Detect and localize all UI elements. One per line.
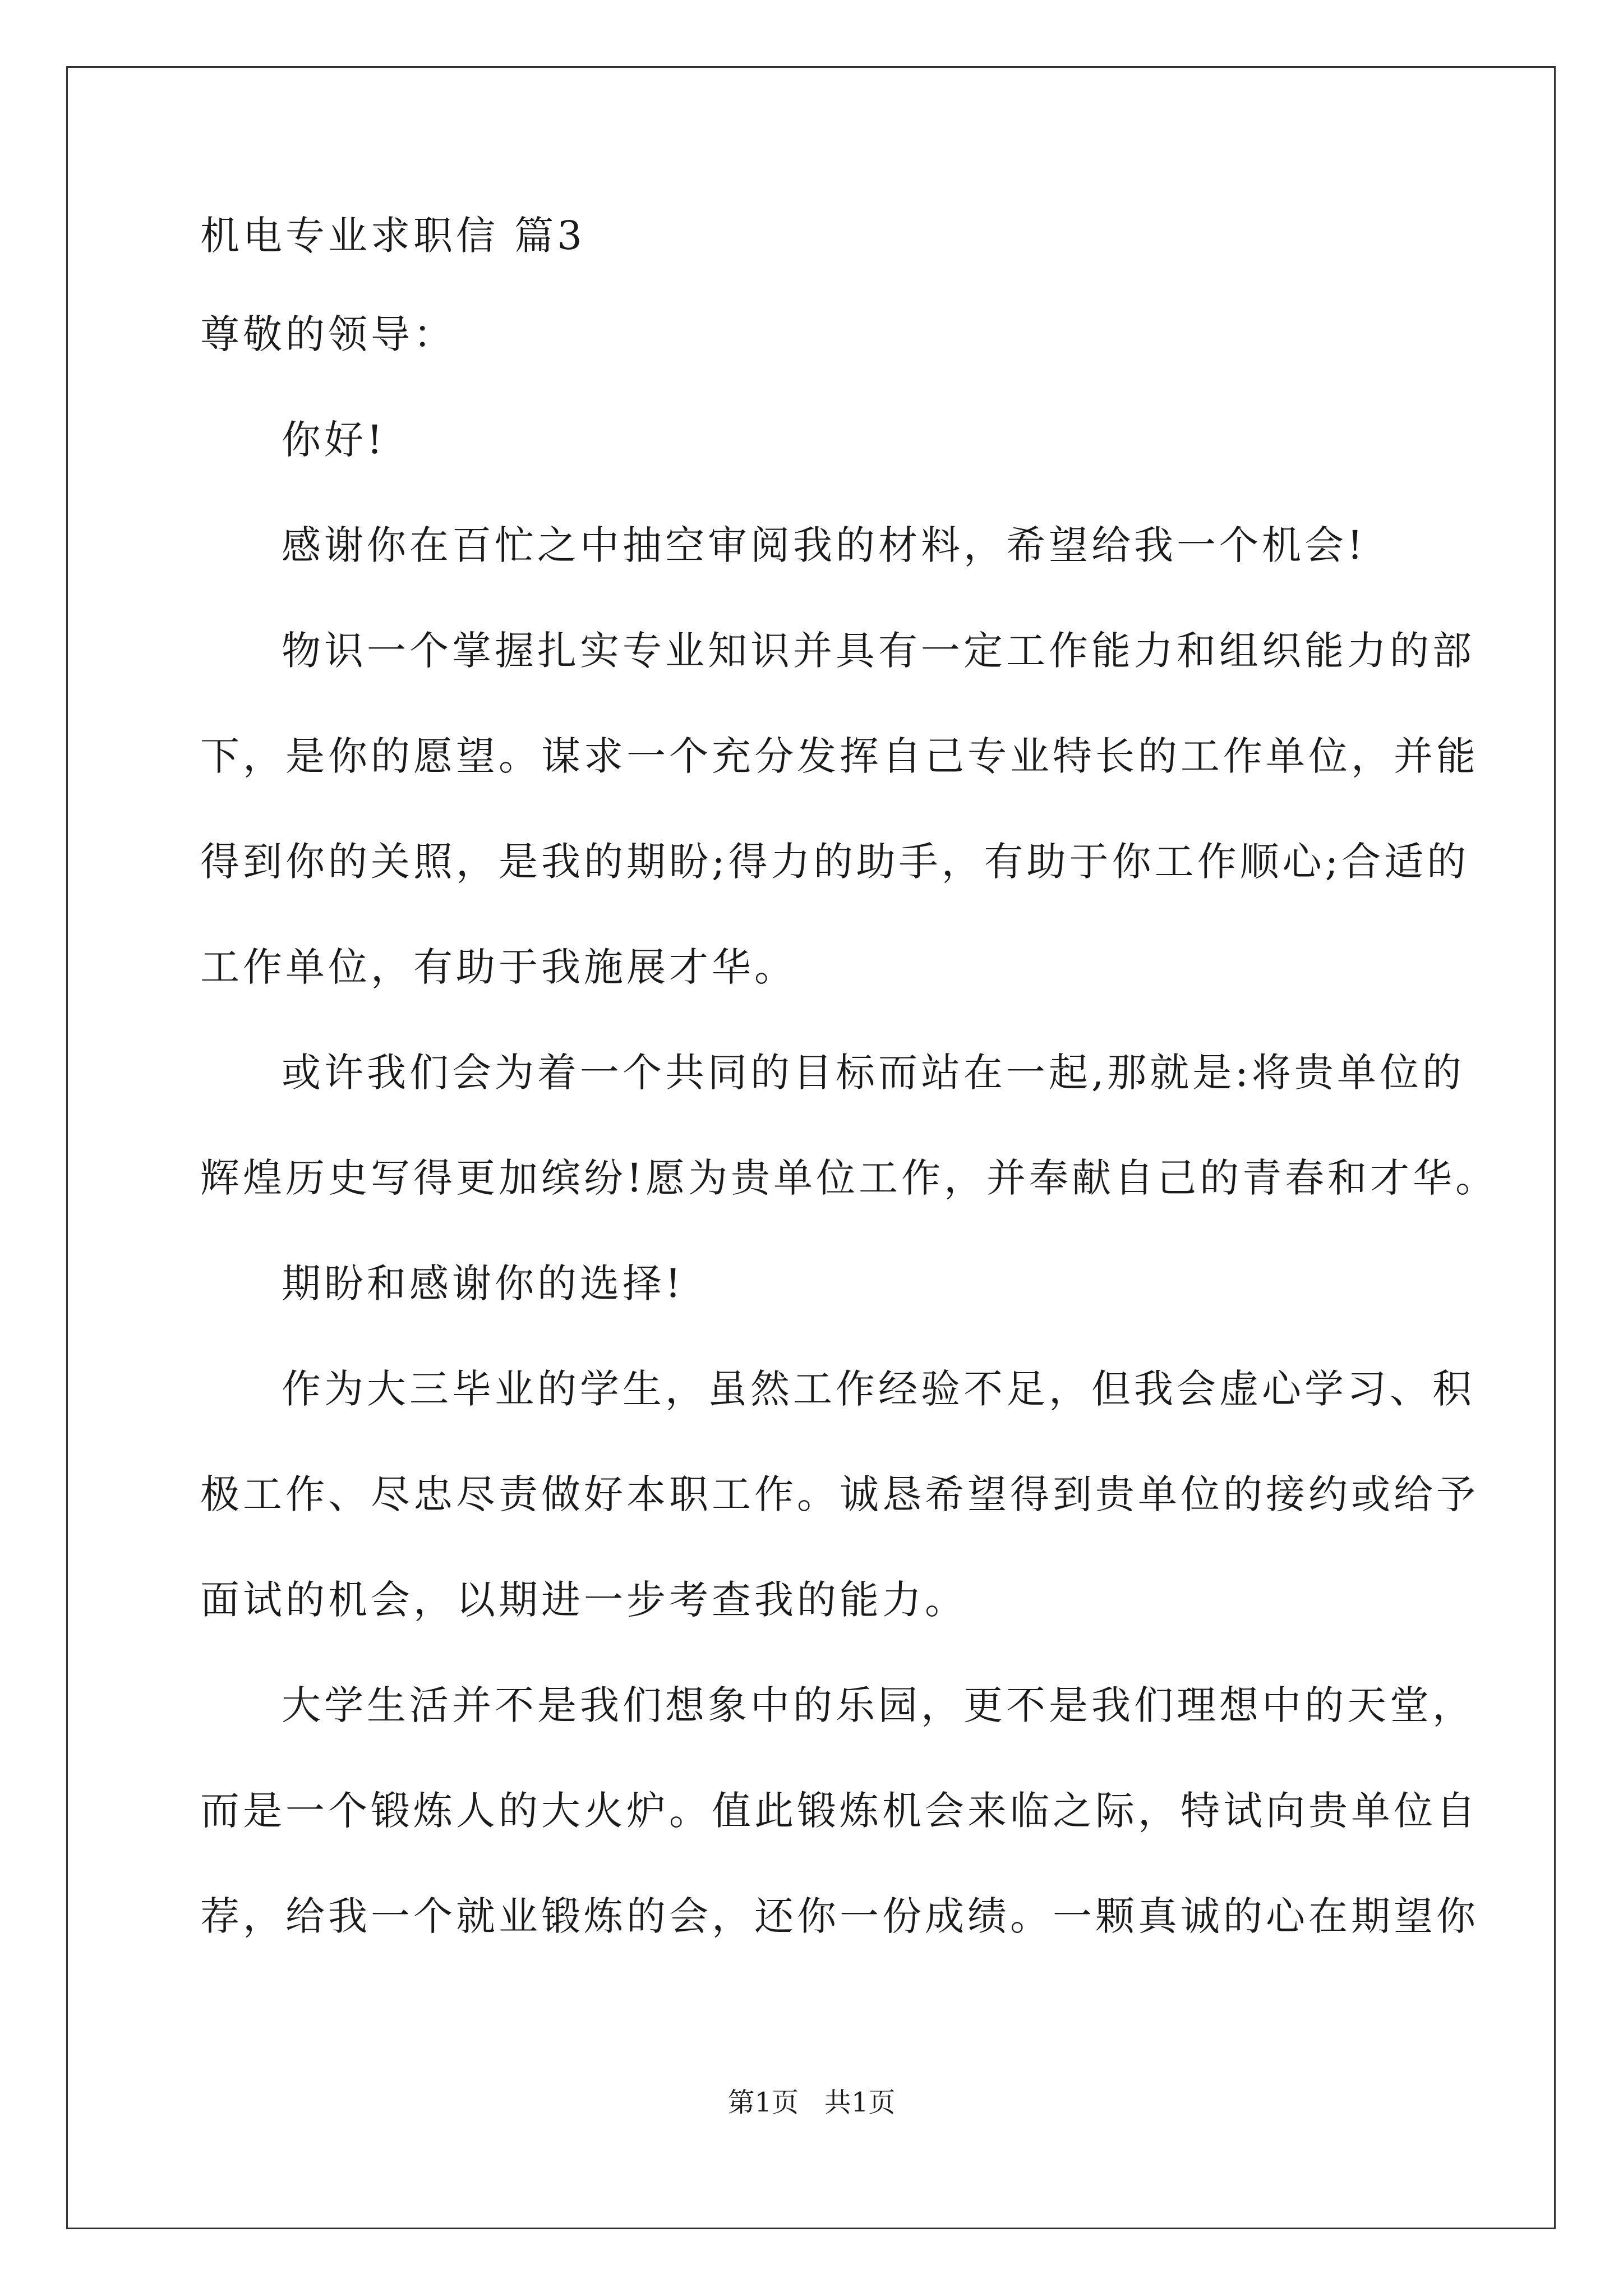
paragraph-line: 感谢你在百忙之中抽空审阅我的材料，希望给我一个机会! <box>282 522 1367 568</box>
paragraph-line: 作为大三毕业的学生，虽然工作经验不足，但我会虚心学习、积 <box>282 1366 1475 1412</box>
paragraph-line: 极工作、尽忠尽责做好本职工作。诚恳希望得到贵单位的接约或给予 <box>200 1471 1479 1517</box>
paragraph-line: 而是一个锻炼人的大火炉。值此锻炼机会来临之际，特试向贵单位自 <box>200 1788 1479 1834</box>
paragraph-line: 辉煌历史写得更加缤纷!愿为贵单位工作，并奉献自己的青春和才华。 <box>200 1155 1498 1201</box>
paragraph-line: 大学生活并不是我们想象中的乐园，更不是我们理想中的天堂， <box>282 1682 1475 1728</box>
paragraph-line: 或许我们会为着一个共同的目标而站在一起,那就是:将贵单位的 <box>282 1050 1465 1096</box>
paragraph-line: 荐，给我一个就业锻炼的会，还你一份成绩。一颗真诚的心在期望你 <box>200 1893 1479 1939</box>
greeting-line: 你好! <box>282 417 386 463</box>
paragraph-line: 下，是你的愿望。谋求一个充分发挥自己专业特长的工作单位，并能 <box>200 733 1479 779</box>
document-title: 机电专业求职信 篇3 <box>200 213 585 259</box>
paragraph-line: 面试的机会，以期进一步考查我的能力。 <box>200 1577 967 1623</box>
paragraph-line: 物识一个掌握扎实专业知识并具有一定工作能力和组织能力的部 <box>282 628 1475 674</box>
salutation: 尊敬的领导： <box>200 311 456 357</box>
page-footer: 第1页 共1页 <box>727 2087 896 2118</box>
paragraph-line: 工作单位，有助于我施展才华。 <box>200 944 797 990</box>
paragraph-line: 得到你的关照，是我的期盼;得力的助手，有助于你工作顺心;合适的 <box>200 839 1470 885</box>
paragraph-line: 期盼和感谢你的选择! <box>282 1260 685 1306</box>
